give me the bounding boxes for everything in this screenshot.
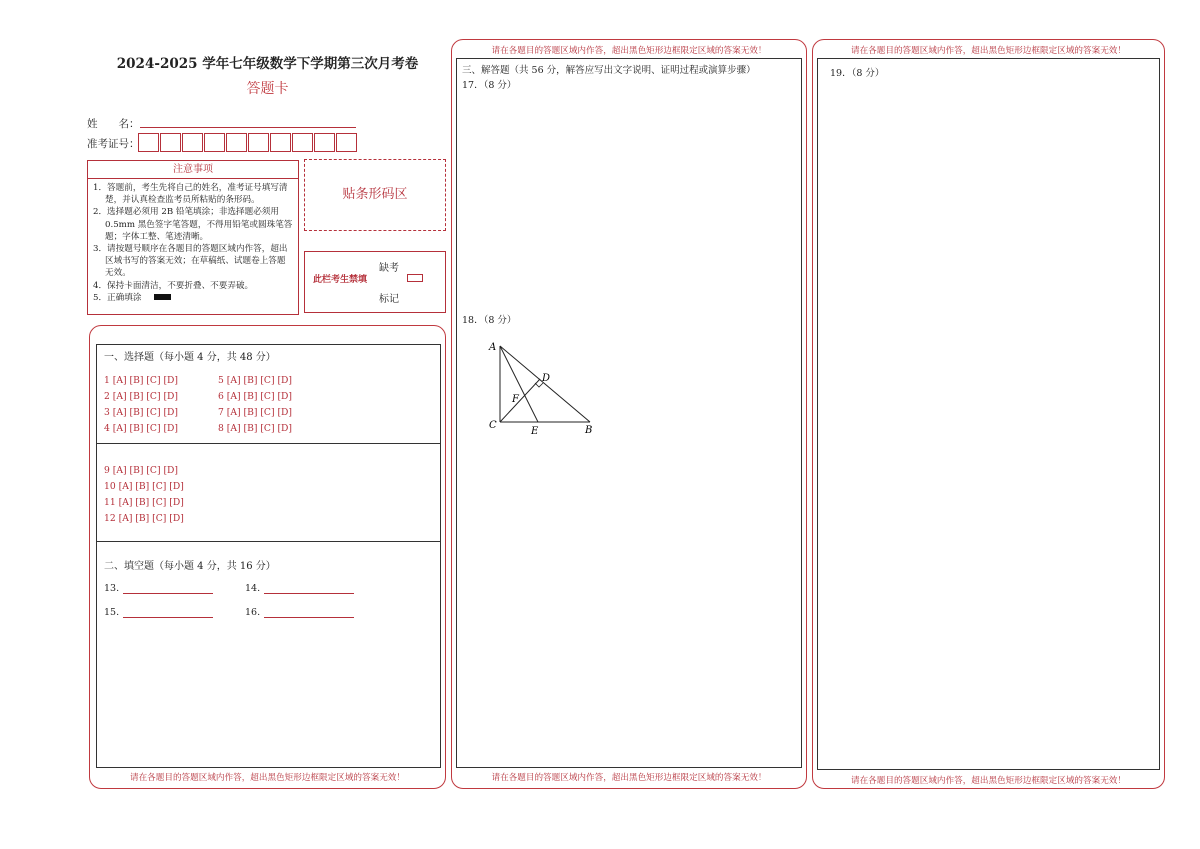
fill-label: 15. (104, 607, 120, 618)
choice-column-3 (104, 465, 184, 529)
label-C: C (489, 420, 497, 431)
no-fill-note: 此栏考生禁填 (313, 275, 368, 285)
barcode-area: 贴条形码区 (304, 159, 446, 231)
label-A: A (489, 342, 497, 353)
choice-row[interactable]: 8 [A] [B] [C] [D] (218, 423, 292, 434)
choice-row[interactable]: 2 [A] [B] [C] [D] (104, 391, 178, 402)
fill-label: 16. (245, 607, 261, 618)
notice-item: 3．请按题号顺序在各题目的答题区域内作答，超出区域书写的答案无效；在草稿纸、试题卷上答题无效。 (93, 244, 288, 279)
choice-column-2 (218, 375, 292, 439)
label-E: E (531, 426, 539, 437)
warning-text: 请在各题目的答题区域内作答，超出黑色矩形边框限定区域的答案无效！ (491, 773, 767, 783)
absent-checkbox[interactable] (407, 274, 423, 282)
fill-label: 14. (245, 583, 261, 594)
divider (96, 541, 441, 542)
warning-text: 请在各题目的答题区域内作答，超出黑色矩形边框限定区域的答案无效！ (850, 776, 1126, 786)
absent-mark-box (304, 251, 446, 313)
absent-label: 缺考 (379, 263, 399, 274)
divider (96, 443, 441, 444)
warning-text: 请在各题目的答题区域内作答，超出黑色矩形边框限定区域的答案无效！ (491, 46, 767, 56)
mark-label: 标记 (379, 294, 399, 305)
choice-row[interactable]: 11 [A] [B] [C] [D] (104, 497, 184, 508)
choice-row[interactable]: 1 [A] [B] [C] [D] (104, 375, 178, 386)
notice-heading: 注意事项 (88, 161, 298, 179)
label-F: F (512, 394, 519, 405)
notice-item: 2．选择题必须用 2B 铅笔填涂；非选择题必须用 0.5mm 黑色签字笔答题，不得用铅笔或圆珠笔答题；字体工整、笔迹清晰。 (93, 207, 293, 242)
question-19-label: 19．（8 分） (830, 68, 885, 79)
warning-text: 请在各题目的答题区域内作答，超出黑色矩形边框限定区域的答案无效！ (129, 773, 405, 783)
answer-card-subtitle: 答题卡 (246, 81, 289, 97)
exam-title: 2024-2025 学年七年级数学下学期第三次月考卷 (116, 56, 419, 72)
choice-row[interactable]: 7 [A] [B] [C] [D] (218, 407, 292, 418)
section-choice-title: 一、选择题（每小题 4 分，共 48 分） (104, 352, 276, 363)
choice-row[interactable]: 5 [A] [B] [C] [D] (218, 375, 292, 386)
notice-item: 5．正确填涂 (93, 292, 142, 303)
choice-row[interactable]: 6 [A] [B] [C] [D] (218, 391, 292, 402)
choice-row[interactable]: 4 [A] [B] [C] [D] (104, 423, 178, 434)
triangle-figure (480, 336, 610, 440)
question-17-label: 17．（8 分） (462, 80, 517, 91)
choice-row[interactable]: 9 [A] [B] [C] [D] (104, 465, 178, 476)
warning-text: 请在各题目的答题区域内作答，超出黑色矩形边框限定区域的答案无效！ (850, 46, 1126, 56)
right-answer-frame[interactable] (817, 58, 1160, 770)
segment-AB (500, 346, 590, 422)
fill-answer-line[interactable] (123, 617, 213, 618)
section-answer-title: 三、解答题（共 56 分，解答应写出文字说明、证明过程或演算步骤） (462, 65, 756, 76)
id-label: 准考证号： (87, 138, 140, 150)
fill-label: 13. (104, 583, 120, 594)
choice-row[interactable]: 10 [A] [B] [C] [D] (104, 481, 184, 492)
notice-item: 4．保持卡面清洁，不要折叠、不要弄破。 (93, 280, 254, 291)
fill-answer-line[interactable] (264, 617, 354, 618)
choice-row[interactable]: 3 [A] [B] [C] [D] (104, 407, 178, 418)
name-label: 姓 名： (87, 118, 140, 130)
question-18-label: 18．（8 分） (462, 315, 517, 326)
notice-item: 1．答题前，考生先将自己的姓名，准考证号填写清楚，并认真检查监考员所粘贴的条形码。 (93, 183, 288, 206)
name-input-line[interactable] (140, 127, 356, 128)
fill-answer-line[interactable] (123, 593, 213, 594)
choice-column-1 (104, 375, 178, 439)
section-fill-title: 二、填空题（每小题 4 分，共 16 分） (104, 561, 276, 572)
choice-row[interactable]: 12 [A] [B] [C] [D] (104, 513, 184, 524)
label-B: B (585, 425, 593, 436)
fill-answer-line[interactable] (264, 593, 354, 594)
filled-sample-mark (154, 294, 171, 300)
notice-box (87, 160, 299, 315)
segment-AE (500, 346, 538, 422)
label-D: D (542, 373, 551, 384)
